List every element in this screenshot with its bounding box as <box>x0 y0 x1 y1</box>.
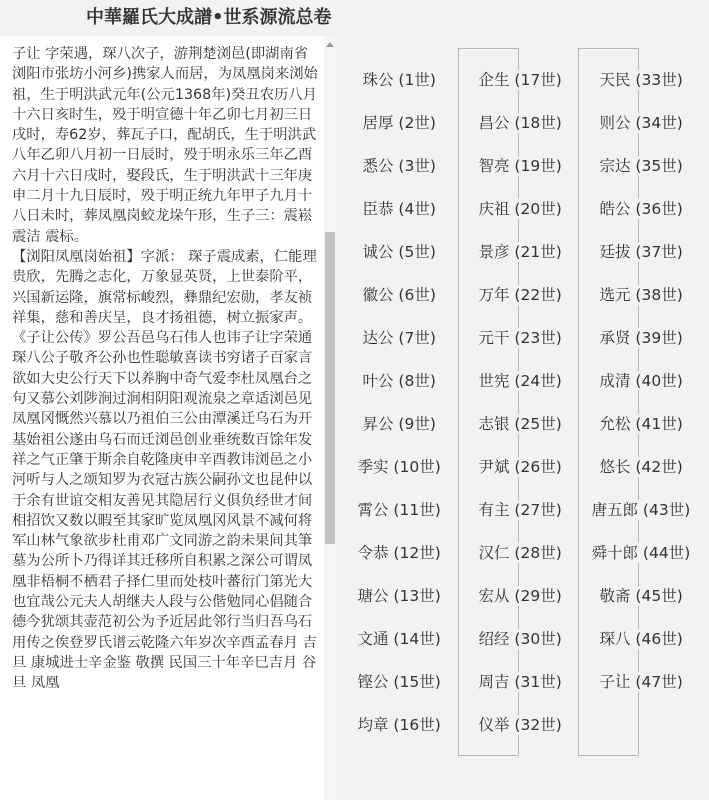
ancestor-node[interactable]: 成清 (40世) <box>599 372 683 390</box>
ancestor-node[interactable]: 文通 (14世) <box>357 630 441 648</box>
page-title: 中華羅氏大成譜•世系源流总卷 <box>86 7 332 28</box>
scrollbar-thumb[interactable] <box>325 232 335 544</box>
ancestor-node[interactable]: 智亮 (19世) <box>478 157 562 175</box>
ancestor-node[interactable]: 令恭 (12世) <box>357 544 441 562</box>
ancestor-node[interactable]: 珠公 (1世) <box>362 71 436 89</box>
text-scrollbar[interactable] <box>324 36 336 800</box>
ancestor-node[interactable]: 徽公 (6世) <box>362 286 436 304</box>
ancestor-node[interactable]: 绍经 (30世) <box>478 630 562 648</box>
ancestor-node[interactable]: 元干 (23世) <box>478 329 562 347</box>
connector-line <box>578 48 638 49</box>
ancestor-node[interactable]: 有主 (27世) <box>478 501 562 519</box>
generation-characters-paragraph: 【浏阳凤凰岗始祖】字派： 琛子震成素，仁能理贵欣，先腾之志化，万象显英贤，上世泰阶平，兴国新运隆，旗常标峻烈，彝鼎纪宏勋，孝友祯祥集，慈和善庆呈，良才扬祖德，树立振家声。 <box>12 248 317 326</box>
connector-line <box>578 48 579 755</box>
ancestor-node[interactable]: 承贤 (39世) <box>599 329 683 347</box>
connector-line <box>458 48 459 755</box>
lineage-tree <box>336 36 709 800</box>
ancestor-node[interactable]: 景彦 (21世) <box>478 243 562 261</box>
biography-text-panel[interactable] <box>0 36 324 800</box>
ancestor-node[interactable]: 企生 (17世) <box>478 71 562 89</box>
ancestor-node[interactable]: 季实 (10世) <box>357 458 441 476</box>
ancestor-node[interactable]: 昇公 (9世) <box>362 415 436 433</box>
connector-line <box>458 48 518 49</box>
ancestor-node[interactable]: 庆祖 (20世) <box>478 200 562 218</box>
ancestor-node[interactable]: 舜十郎 (44世) <box>591 544 691 562</box>
scroll-up-arrow-icon[interactable] <box>326 42 334 47</box>
ancestor-node[interactable]: 允松 (41世) <box>599 415 683 433</box>
ancestor-node[interactable]: 廷拔 (37世) <box>599 243 683 261</box>
ancestor-node[interactable]: 天民 (33世) <box>599 71 683 89</box>
ancestor-node[interactable]: 则公 (34世) <box>599 114 683 132</box>
ancestor-node[interactable]: 居厚 (2世) <box>362 114 436 132</box>
ancestor-node[interactable]: 世宪 (24世) <box>478 372 562 390</box>
ancestor-node[interactable]: 仪举 (32世) <box>478 716 562 734</box>
ancestor-node[interactable]: 汉仁 (28世) <box>478 544 562 562</box>
connector-line <box>578 755 638 756</box>
ancestor-node[interactable]: 叶公 (8世) <box>362 372 436 390</box>
header-bar <box>0 0 709 37</box>
biography-paragraph: 子让 字荣遇，琛八次子，游荆楚浏邑(即湖南省浏阳市张坊小河乡)携家人而居，为凤凰岗来浏始祖，生于明洪武元年(公元1368年)癸丑农历八月十六日亥时生，殁于明宣德十年乙卯七月初三日戌时，寿62岁，葬瓦子口，配胡氏，生于明洪武八年乙卯八月初一日辰时，殁于明永乐三年乙酉六月十六日戌时，娶段氏，生于明洪武十三年庚申二月十九日辰时，殁于明正统九年甲子九月十八日未时，葬凤凰岗蛟龙垛午形，生子三：震崧 震洁 震标。 <box>12 46 318 245</box>
ancestor-node[interactable]: 诚公 (5世) <box>362 243 436 261</box>
connector-line <box>458 755 518 756</box>
ancestor-node[interactable]: 皓公 (36世) <box>599 200 683 218</box>
ancestor-node[interactable]: 悠长 (42世) <box>599 458 683 476</box>
ancestor-node[interactable]: 选元 (38世) <box>599 286 683 304</box>
ancestor-node[interactable]: 子让 (47世) <box>599 673 683 691</box>
ancestor-node[interactable]: 悉公 (3世) <box>362 157 436 175</box>
ancestor-node[interactable]: 志银 (25世) <box>478 415 562 433</box>
ancestor-node[interactable]: 瑭公 (13世) <box>357 587 441 605</box>
ancestor-node[interactable]: 宏从 (29世) <box>478 587 562 605</box>
ancestor-node[interactable]: 万年 (22世) <box>478 286 562 304</box>
ancestor-node[interactable]: 宗达 (35世) <box>599 157 683 175</box>
biography-essay-paragraph: 《子让公传》罗公吾邑乌石伟人也讳子让字荣通琛八公子敬齐公孙也性聪敏喜读书穷诸子百家言欲如大史公行天下以养胸中奇气爱李杜凤凰台之句又慕公刘陟涧过涧相阴阳观流泉之章适浏邑见凤凰冈慨然兴慕以乃祖伯三公由潭溪迁乌石为开基始祖公遂由乌石而迁浏邑创业垂统数百馀年发祥之气正肇于斯余自乾隆庚申辛酉教讳浏邑之小河听与人之颂知罗为衣冠古族公嗣孙文也昆仲以于余有世谊交相友善见其隐居行义俱负经世才间相招饮又数以暇至其家旷览凤凰冈风景不减何将军山林气象欲步杜甫邓广文同游之韵未果间其筆墓为公所卜乃得详其迁移所自积累之深公可谓凤凰非梧桐不栖君子择仁里而处枝叶蕃衍门第光大也宜哉公元夫人胡继夫人段与公偕勉同心倡随合德今犹颂其壶范初公为予近居此邻行当归吾乌石用传之俟登罗氏谱云乾隆六年岁次辛酉孟春月 吉旦 康城进士辛金鉴 敬撰 民国三十年辛巳吉月 谷旦 凤凰 <box>12 330 317 692</box>
ancestor-node[interactable]: 达公 (7世) <box>362 329 436 347</box>
ancestor-node[interactable]: 昌公 (18世) <box>478 114 562 132</box>
ancestor-node[interactable]: 琛八 (46世) <box>599 630 683 648</box>
ancestor-node[interactable]: 均章 (16世) <box>357 716 441 734</box>
ancestor-node[interactable]: 敬斋 (45世) <box>599 587 683 605</box>
ancestor-node[interactable]: 铿公 (15世) <box>357 673 441 691</box>
ancestor-node[interactable]: 唐五郎 (43世) <box>591 501 691 519</box>
ancestor-node[interactable]: 尹斌 (26世) <box>478 458 562 476</box>
ancestor-node[interactable]: 臣恭 (4世) <box>362 200 436 218</box>
ancestor-node[interactable]: 周吉 (31世) <box>478 673 562 691</box>
ancestor-node[interactable]: 霄公 (11世) <box>357 501 441 519</box>
biography-content <box>0 36 324 694</box>
